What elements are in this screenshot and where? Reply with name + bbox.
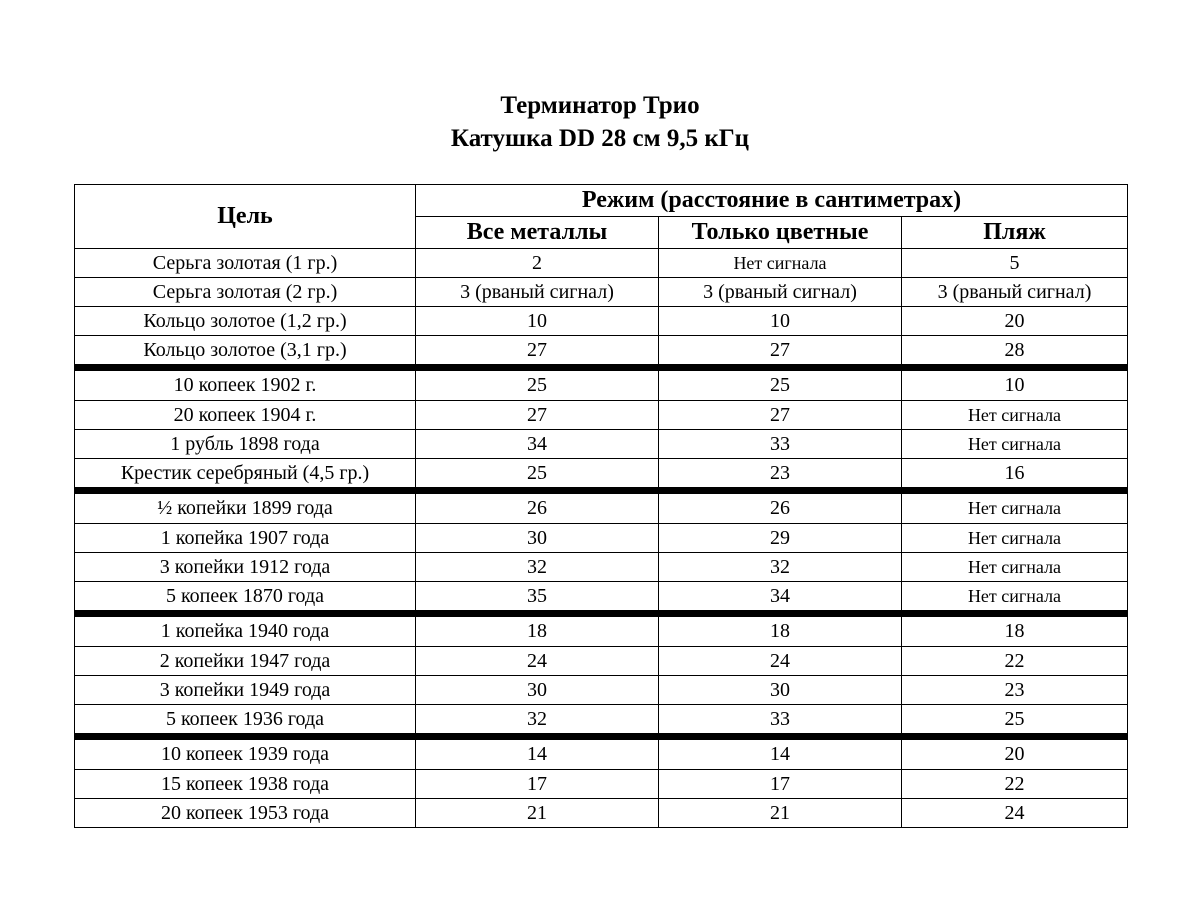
non-ferrous-cell: 17 <box>659 770 902 799</box>
table-row <box>75 705 1128 737</box>
non-ferrous-cell: 18 <box>659 614 902 647</box>
all-metals-cell: 21 <box>416 799 659 828</box>
non-ferrous-cell: 14 <box>659 737 902 770</box>
mode-header: Режим (расстояние в сантиметрах) <box>416 185 1128 217</box>
target-cell: 3 копейки 1912 года <box>75 553 416 582</box>
all-metals-cell: 25 <box>416 368 659 401</box>
beach-cell: Нет сигнала <box>902 430 1128 459</box>
non-ferrous-cell: 33 <box>659 430 902 459</box>
beach-cell: Нет сигнала <box>902 401 1128 430</box>
all-metals-cell: 32 <box>416 705 659 737</box>
column-header-beach: Пляж <box>902 217 1128 249</box>
all-metals-cell: 2 <box>416 249 659 278</box>
beach-cell: 10 <box>902 368 1128 401</box>
beach-cell: 16 <box>902 459 1128 491</box>
target-cell: ½ копейки 1899 года <box>75 491 416 524</box>
all-metals-cell: 32 <box>416 553 659 582</box>
beach-cell: 25 <box>902 705 1128 737</box>
non-ferrous-cell: 24 <box>659 647 902 676</box>
target-cell: 2 копейки 1947 года <box>75 647 416 676</box>
non-ferrous-cell: 21 <box>659 799 902 828</box>
table-row <box>75 614 1128 647</box>
non-ferrous-cell: 32 <box>659 553 902 582</box>
beach-cell: 20 <box>902 737 1128 770</box>
non-ferrous-cell: 10 <box>659 307 902 336</box>
column-header-all-metals: Все металлы <box>416 217 659 249</box>
non-ferrous-cell: 33 <box>659 705 902 737</box>
beach-cell: 24 <box>902 799 1128 828</box>
all-metals-cell: 27 <box>416 336 659 368</box>
title-coil: Катушка DD 28 см 9,5 кГц <box>450 125 750 152</box>
target-cell: Кольцо золотое (3,1 гр.) <box>75 336 416 368</box>
all-metals-cell: 27 <box>416 401 659 430</box>
target-cell: 5 копеек 1936 года <box>75 705 416 737</box>
table-row <box>75 770 1128 799</box>
target-cell: 20 копеек 1953 года <box>75 799 416 828</box>
table-row <box>75 799 1128 828</box>
table-row <box>75 336 1128 368</box>
all-metals-cell: 10 <box>416 307 659 336</box>
column-header-non-ferrous: Только цветные <box>659 217 902 249</box>
non-ferrous-cell: 23 <box>659 459 902 491</box>
table-row <box>75 459 1128 491</box>
results-table <box>74 184 1128 828</box>
beach-cell: 18 <box>902 614 1128 647</box>
target-cell: 15 копеек 1938 года <box>75 770 416 799</box>
non-ferrous-cell: 34 <box>659 582 902 614</box>
document-title <box>0 89 1200 155</box>
all-metals-cell: 24 <box>416 647 659 676</box>
all-metals-cell: 18 <box>416 614 659 647</box>
target-cell: 1 копейка 1940 года <box>75 614 416 647</box>
all-metals-cell: 34 <box>416 430 659 459</box>
beach-cell: 3 (рваный сигнал) <box>902 278 1128 307</box>
beach-cell: Нет сигнала <box>902 491 1128 524</box>
beach-cell: 23 <box>902 676 1128 705</box>
beach-cell: 28 <box>902 336 1128 368</box>
table-row <box>75 524 1128 553</box>
beach-cell: Нет сигнала <box>902 524 1128 553</box>
table-row <box>75 278 1128 307</box>
table-row <box>75 368 1128 401</box>
target-cell: Крестик серебряный (4,5 гр.) <box>75 459 416 491</box>
target-cell: 5 копеек 1870 года <box>75 582 416 614</box>
non-ferrous-cell: 27 <box>659 401 902 430</box>
target-cell: 20 копеек 1904 г. <box>75 401 416 430</box>
all-metals-cell: 25 <box>416 459 659 491</box>
table-row <box>75 249 1128 278</box>
table-row <box>75 430 1128 459</box>
table-row <box>75 737 1128 770</box>
table-row <box>75 647 1128 676</box>
table-row <box>75 491 1128 524</box>
beach-cell: 22 <box>902 770 1128 799</box>
beach-cell: 20 <box>902 307 1128 336</box>
results-body <box>75 249 1128 828</box>
title-detector: Терминатор Трио <box>500 92 700 119</box>
target-cell: 3 копейки 1949 года <box>75 676 416 705</box>
non-ferrous-cell: 29 <box>659 524 902 553</box>
table-row <box>75 401 1128 430</box>
target-cell: Серьга золотая (1 гр.) <box>75 249 416 278</box>
target-header: Цель <box>75 185 416 249</box>
all-metals-cell: 30 <box>416 524 659 553</box>
non-ferrous-cell: 30 <box>659 676 902 705</box>
all-metals-cell: 3 (рваный сигнал) <box>416 278 659 307</box>
target-cell: 10 копеек 1902 г. <box>75 368 416 401</box>
target-cell: 10 копеек 1939 года <box>75 737 416 770</box>
beach-cell: Нет сигнала <box>902 553 1128 582</box>
target-cell: 1 копейка 1907 года <box>75 524 416 553</box>
non-ferrous-cell: Нет сигнала <box>659 249 902 278</box>
table-row <box>75 676 1128 705</box>
beach-cell: 22 <box>902 647 1128 676</box>
beach-cell: Нет сигнала <box>902 582 1128 614</box>
target-cell: Серьга золотая (2 гр.) <box>75 278 416 307</box>
non-ferrous-cell: 26 <box>659 491 902 524</box>
all-metals-cell: 17 <box>416 770 659 799</box>
all-metals-cell: 14 <box>416 737 659 770</box>
header-row-mode <box>75 185 1128 217</box>
table-row <box>75 582 1128 614</box>
non-ferrous-cell: 27 <box>659 336 902 368</box>
all-metals-cell: 30 <box>416 676 659 705</box>
target-cell: 1 рубль 1898 года <box>75 430 416 459</box>
table-row <box>75 553 1128 582</box>
table-row <box>75 307 1128 336</box>
all-metals-cell: 35 <box>416 582 659 614</box>
all-metals-cell: 26 <box>416 491 659 524</box>
target-cell: Кольцо золотое (1,2 гр.) <box>75 307 416 336</box>
beach-cell: 5 <box>902 249 1128 278</box>
non-ferrous-cell: 3 (рваный сигнал) <box>659 278 902 307</box>
non-ferrous-cell: 25 <box>659 368 902 401</box>
